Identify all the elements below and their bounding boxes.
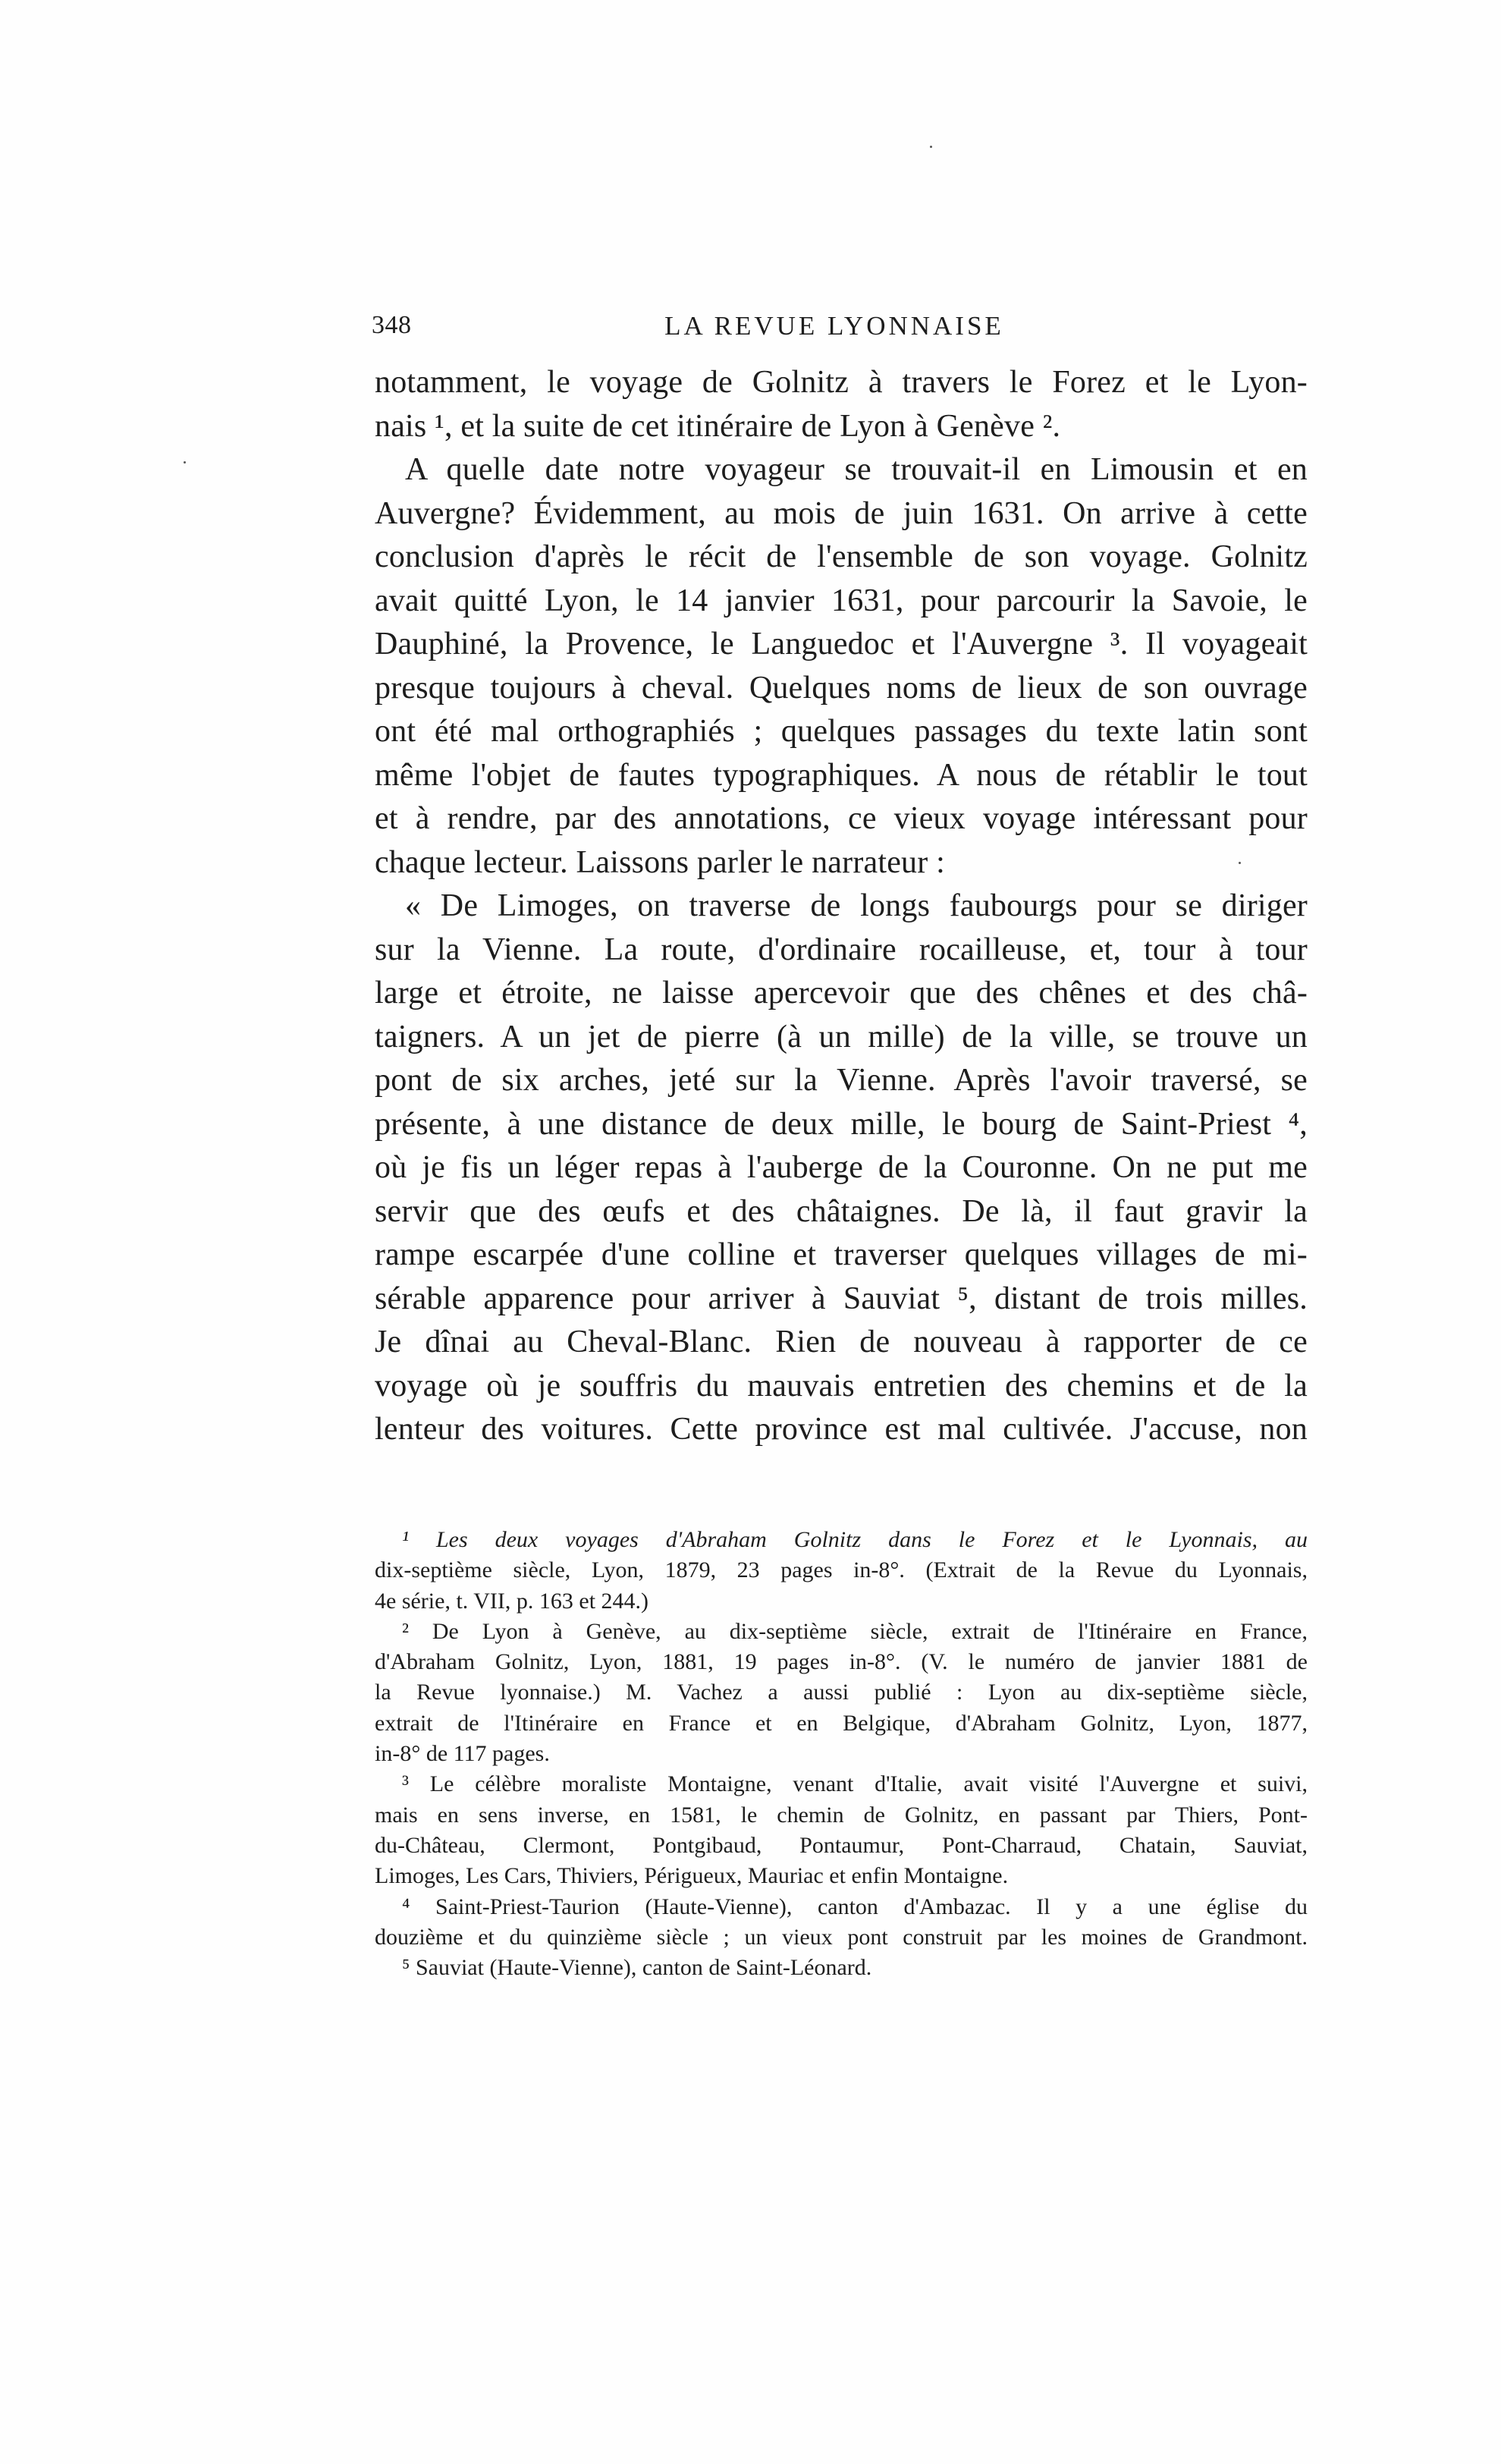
body-line: rampe escarpée d'une colline et traverser quelques villages de mi- [375,1237,1308,1272]
footnote-line: d'Abraham Golnitz, Lyon, 1881, 19 pages in-8°. (V. le numéro de janvier 1881 de [375,1649,1308,1675]
page-speck [184,461,186,464]
body-line: présente, à une distance de deux mille, le bourg de Saint-Priest ⁴, [375,1106,1308,1142]
footnote-line: ³ Le célèbre moraliste Montaigne, venant d'Italie, avait visité l'Auvergne et suivi, [402,1771,1308,1797]
running-header [372,311,1312,357]
footnote-line: ² De Lyon à Genève, au dix-septième siècle, extrait de l'Itinéraire en France, [402,1618,1308,1644]
footnote-line: dix-septième siècle, Lyon, 1879, 23 pages in-8°. (Extrait de la Revue du Lyonnais, [375,1557,1308,1583]
body-line: sur la Vienne. La route, d'ordinaire rocailleuse, et, tour à tour [375,932,1308,967]
body-line: et à rendre, par des annotations, ce vieux voyage intéressant pour [375,801,1308,836]
body-line: Je dînai au Cheval-Blanc. Rien de nouveau à rapporter de ce [375,1325,1308,1359]
footnote-line: ⁴ Saint-Priest-Taurion (Haute-Vienne), canton d'Ambazac. Il y a une église du [402,1894,1308,1919]
body-line: sérable apparence pour arriver à Sauviat ⁵, distant de trois milles. [375,1281,1308,1316]
body-line: servir que des œufs et des châtaignes. De là, il faut gravir la [375,1193,1308,1229]
body-line: presque toujours à cheval. Quelques noms de lieux de son ouvrage [375,670,1308,706]
body-line: « De Limoges, on traverse de longs faubourgs pour se diriger [405,888,1308,923]
footnote-line: ¹ Les deux voyages d'Abraham Golnitz dans le Forez et le Lyonnais, au [402,1527,1308,1552]
body-line: où je fis un léger repas à l'auberge de la Couronne. On ne put me [375,1150,1308,1185]
footnote-line: douzième et du quinzième siècle ; un vieux pont construit par les moines de Grandmont. [375,1924,1308,1950]
body-line: ont été mal orthographiés ; quelques passages du texte latin sont [375,714,1308,749]
footnote-line: mais en sens inverse, en 1581, le chemin de Golnitz, en passant par Thiers, Pont- [375,1802,1308,1828]
footnote-line: Limoges, Les Cars, Thiviers, Périgueux, Mauriac et enfin Montaigne. [375,1863,1009,1889]
body-line: lenteur des voitures. Cette province est mal cultivée. J'accuse, non [375,1412,1308,1447]
body-line: même l'objet de fautes typographiques. A nous de rétablir le tout [375,757,1308,793]
body-line: avait quitté Lyon, le 14 janvier 1631, pour parcourir la Savoie, le [375,583,1308,618]
body-line: conclusion d'après le récit de l'ensemble de son voyage. Golnitz [375,539,1308,574]
body-line: notamment, le voyage de Golnitz à travers le Forez et le Lyon- [375,365,1308,400]
running-title: LA REVUE LYONNAISE [664,311,1004,341]
footnote-line: ⁵ Sauviat (Haute-Vienne), canton de Saint-Léonard. [402,1955,872,1981]
body-text [375,361,1308,1452]
body-line: voyage où je souffris du mauvais entretien des chemins et de la [375,1368,1308,1403]
footnote-line: 4e série, t. VII, p. 163 et 244.) [375,1588,649,1614]
body-line: Dauphiné, la Provence, le Languedoc et l'Auvergne ³. Il voyageait [375,627,1308,662]
footnote-line: in-8° de 117 pages. [375,1741,550,1767]
footnote-line: la Revue lyonnaise.) M. Vachez a aussi publié : Lyon au dix-septième siècle, [375,1680,1308,1705]
footnote-line: du-Château, Clermont, Pontgibaud, Pontaumur, Pont-Charraud, Chatain, Sauviat, [375,1832,1308,1858]
body-line: nais ¹, et la suite de cet itinéraire de Lyon à Genève ². [375,408,1061,444]
body-line: pont de six arches, jeté sur la Vienne. Après l'avoir traversé, se [375,1063,1308,1098]
body-line: large et étroite, ne laisse apercevoir que des chênes et des châ- [375,976,1308,1010]
body-line: chaque lecteur. Laissons parler le narrateur : [375,844,946,880]
body-line: Auvergne? Évidemment, au mois de juin 1631. On arrive à cette [375,495,1308,531]
footnotes [375,1525,1308,1983]
body-line: taigners. A un jet de pierre (à un mille) de la ville, se trouve un [375,1019,1308,1054]
page-speck [930,146,932,148]
page-number: 348 [372,311,412,339]
body-line: A quelle date notre voyageur se trouvait-il en Limousin et en [405,452,1308,487]
footnote-line: extrait de l'Itinéraire en France et en Belgique, d'Abraham Golnitz, Lyon, 1877, [375,1710,1308,1736]
